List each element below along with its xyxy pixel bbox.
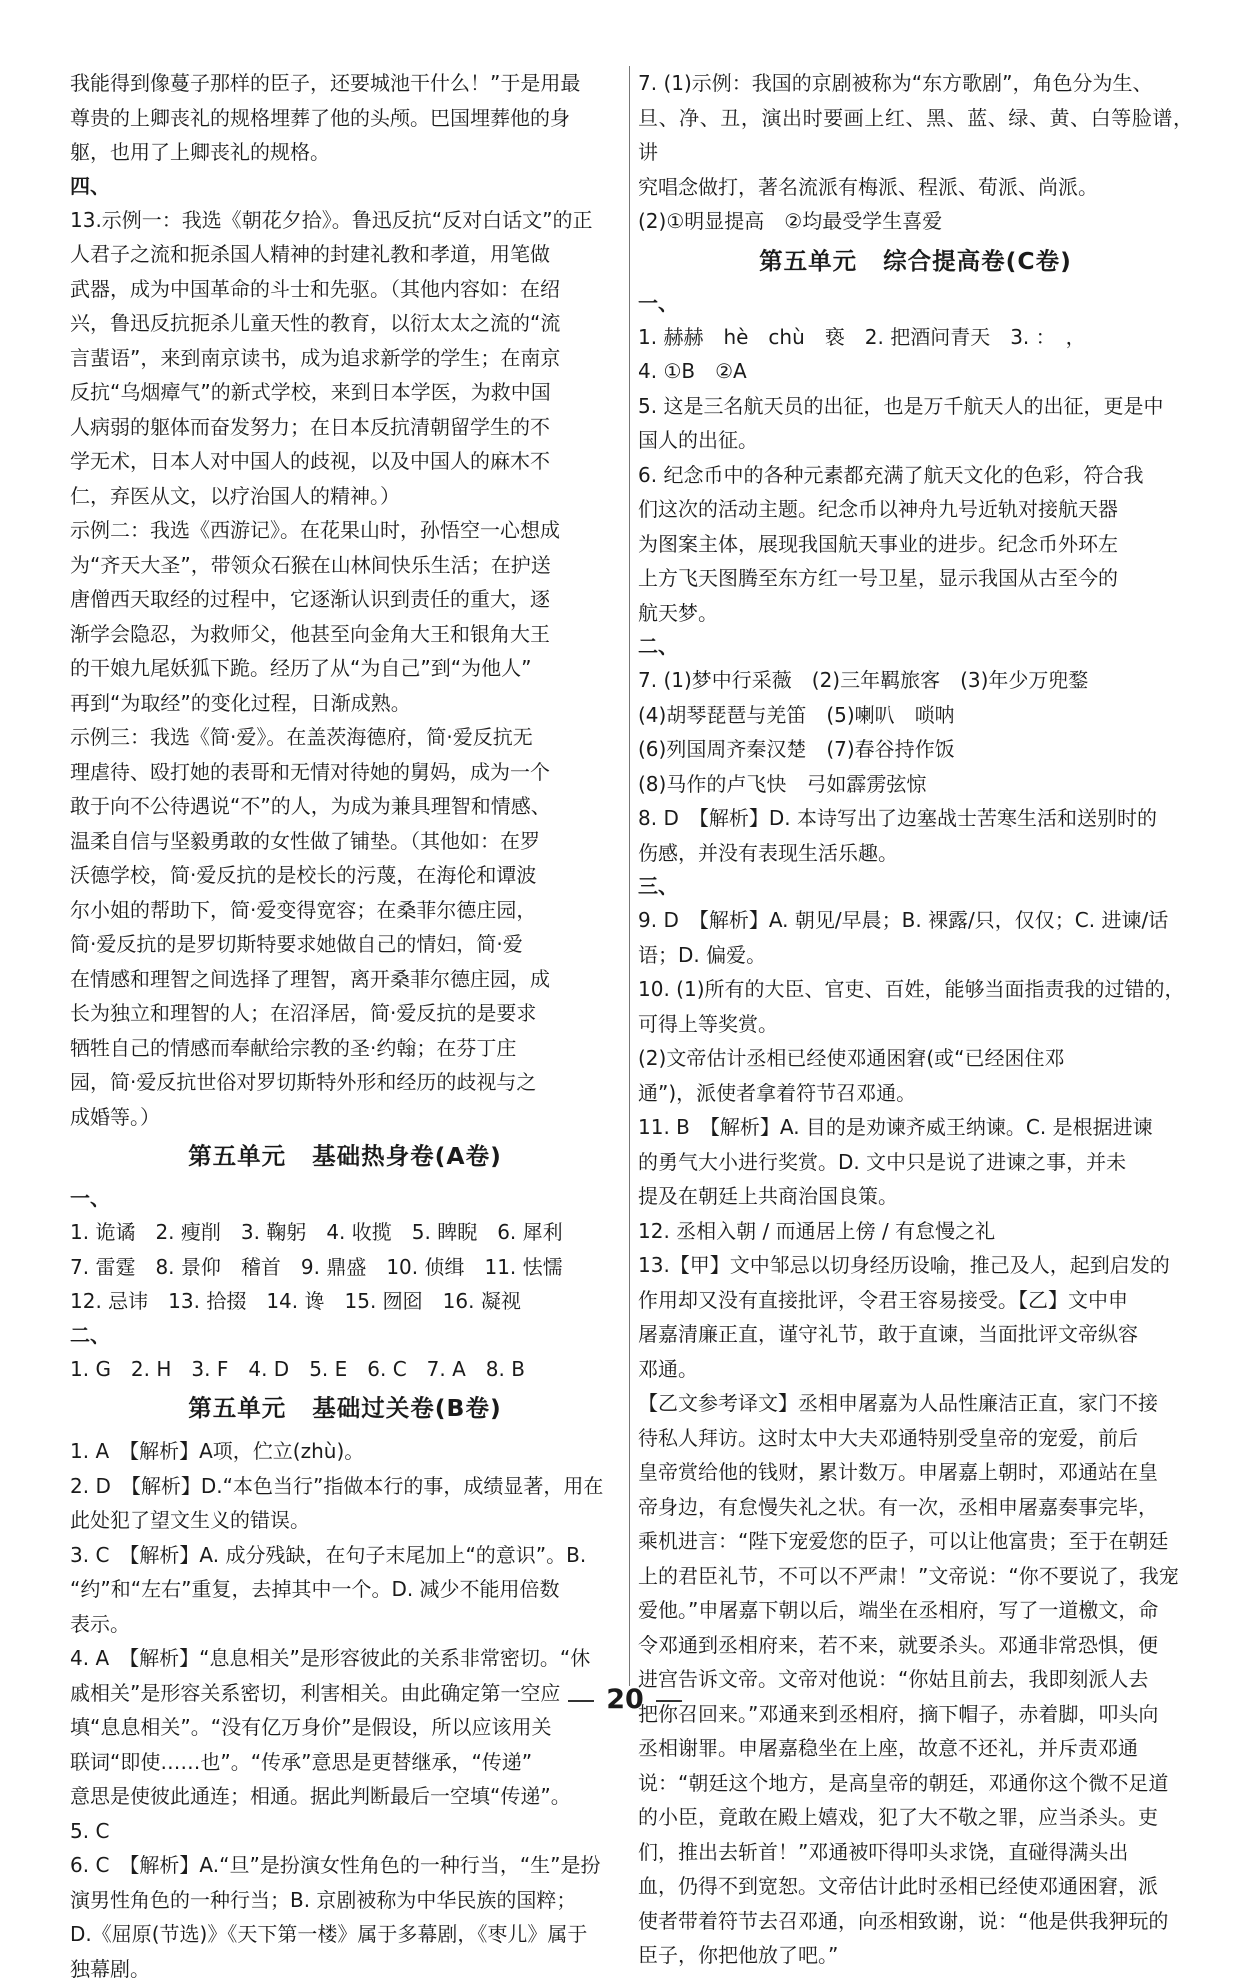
text-line: 【乙文参考译文】丞相申屠嘉为人品性廉洁正直，家门不接 [638, 1386, 1193, 1421]
text-line: 示例三：我选《简·爱》。在盖茨海德府，简·爱反抗无 [70, 720, 620, 755]
text-line: 渐学会隐忍，为救师父，他甚至向金角大王和银角大王 [70, 617, 620, 652]
text-line: 仁，弃医从文，以疗治国人的精神。） [70, 479, 620, 514]
answer-line: 可得上等奖赏。 [638, 1007, 1193, 1042]
text-line: 的小臣，竟敢在殿上嬉戏，犯了大不敬之罪，应当杀头。吏 [638, 1800, 1193, 1835]
answer-line: 究唱念做打，著名流派有梅派、程派、荀派、尚派。 [638, 170, 1193, 205]
text-line: 13.示例一：我选《朝花夕拾》。鲁迅反抗“反对白话文”的正 [70, 203, 620, 238]
unit-c-part3-answers [638, 903, 1193, 1386]
column-divider [629, 66, 630, 1686]
answer-line: 上方飞天图腾至东方红一号卫星，显示我国从古至今的 [638, 561, 1193, 596]
answer-line: 航天梦。 [638, 596, 1193, 631]
answer-line: 6. C 【解析】A.“旦”是扮演女性角色的一种行当，“生”是扮 [70, 1848, 620, 1883]
answer-line: (2)文帝估计丞相已经使邓通困窘(或“已经困住邓 [638, 1041, 1193, 1076]
unit-b-title-text: 基础过关卷(B卷) [312, 1394, 501, 1422]
answer-line: 5. C [70, 1814, 620, 1849]
answer-line: 旦、净、丑，演出时要画上红、黑、蓝、绿、黄、白等脸谱，讲 [638, 101, 1193, 170]
answer-line: 提及在朝廷上共商治国良策。 [638, 1179, 1193, 1214]
text-line: 在情感和理智之间选择了理智，离开桑菲尔德庄园，成 [70, 962, 620, 997]
answer-line: (6)列国周齐秦汉楚 (7)春谷持作饭 [638, 732, 1193, 767]
unit-c-unit-label: 第五单元 [759, 247, 857, 275]
unit-c-part1-answers [638, 320, 1193, 631]
unit-c-part2-heading: 二、 [638, 630, 1193, 663]
unit-c-part2-answers [638, 663, 1193, 870]
text-line: 唐僧西天取经的过程中，它逐渐认识到责任的重大，逐 [70, 582, 620, 617]
answer-line: 3. C 【解析】A. 成分残缺，在句子末尾加上“的意识”。B. [70, 1538, 620, 1573]
text-line: 学无术，日本人对中国人的歧视，以及中国人的麻木不 [70, 444, 620, 479]
text-line: 理虐待、殴打她的表哥和无情对待她的舅妈，成为一个 [70, 755, 620, 790]
answer-line: 6. 纪念币中的各种元素都充满了航天文化的色彩，符合我 [638, 458, 1193, 493]
text-line: 躯，也用了上卿丧礼的规格。 [70, 135, 620, 170]
unit-c-part1-heading: 一、 [638, 287, 1193, 320]
answer-line: 11. B 【解析】A. 目的是劝谏齐威王纳谏。C. 是根据进谏 [638, 1110, 1193, 1145]
answer-line: 伤感，并没有表现生活乐趣。 [638, 836, 1193, 871]
answer-line: 9. D 【解析】A. 朝见/早晨；B. 裸露/只，仅仅；C. 进谏/话 [638, 903, 1193, 938]
intro-paragraph [70, 66, 620, 170]
unit-a-title-text: 基础热身卷(A卷) [312, 1142, 502, 1170]
text-line: 尊贵的上卿丧礼的规格埋葬了他的头颅。巴国埋葬他的身 [70, 101, 620, 136]
text-line: 反抗“乌烟瘴气”的新式学校，来到日本学医，为救中国 [70, 375, 620, 410]
unit-b-unit-label: 第五单元 [188, 1394, 286, 1422]
text-line: 丞相谢罪。申屠嘉稳坐在上座，故意不还礼，并斥责邓通 [638, 1731, 1193, 1766]
unit-a-title [70, 1138, 620, 1174]
answer-line: 表示。 [70, 1607, 620, 1642]
unit-b-title [70, 1390, 620, 1426]
unit-a-part1-answers [70, 1215, 620, 1319]
answer-line: (8)马作的卢飞快 弓如霹雳弦惊 [638, 767, 1193, 802]
answer-line: “约”和“左右”重复，去掉其中一个。D. 减少不能用倍数 [70, 1572, 620, 1607]
text-line: 示例二：我选《西游记》。在花果山时，孙悟空一心想成 [70, 513, 620, 548]
answer-line: 屠嘉清廉正直，谨守礼节，敢于直谏，当面批评文帝纵容 [638, 1317, 1193, 1352]
text-line: 武器，成为中国革命的斗士和先驱。（其他内容如：在绍 [70, 272, 620, 307]
text-line: 令邓通到丞相府来，若不来，就要杀头。邓通非常恐惧，便 [638, 1628, 1193, 1663]
text-line: 简·爱反抗的是罗切斯特要求她做自己的情妇，简·爱 [70, 927, 620, 962]
text-line: 的干娘九尾妖狐下跪。经历了从“为自己”到“为他人” [70, 651, 620, 686]
text-line: 上的君臣礼节，不可以不严肃！”文帝说：“你不要说了，我宠 [638, 1559, 1193, 1594]
page-number-footer [0, 1684, 1250, 1715]
unit-c-title [638, 243, 1193, 279]
unit-c-title-text: 综合提高卷(C卷) [883, 247, 1072, 275]
answer-line: 1. 诡谲 2. 瘦削 3. 鞠躬 4. 收揽 5. 睥睨 6. 犀利 [70, 1215, 620, 1250]
answer-line: 4. A 【解析】“息息相关”是形容彼此的关系非常密切。“休 [70, 1641, 620, 1676]
text-line: 人病弱的躯体而奋发努力；在日本反抗清朝留学生的不 [70, 410, 620, 445]
text-line: 使者带着符节去召邓通，向丞相致谢，说：“他是供我狎玩的 [638, 1904, 1193, 1939]
answer-line: 填“息息相关”。“没有亿万身价”是假设，所以应该用关 [70, 1710, 620, 1745]
answer-line: 的勇气大小进行奖赏。D. 文中只是说了进谏之事，并未 [638, 1145, 1193, 1180]
answer-line: 10. (1)所有的大臣、官吏、百姓，能够当面指责我的过错的， [638, 972, 1193, 1007]
answer-line: 2. D 【解析】D.“本色当行”指做本行的事，成绩显著，用在 [70, 1469, 620, 1504]
answer-line: 1. 赫赫 hè chù 亵 2. 把酒问青天 3. ： ， [638, 320, 1193, 355]
text-line: 血，仍得不到宽恕。文帝估计此时丞相已经使邓通困窘，派 [638, 1869, 1193, 1904]
text-line: 爱他。”申屠嘉下朝以后，端坐在丞相府，写了一道檄文，命 [638, 1593, 1193, 1628]
answer-line: 演男性角色的一种行当；B. 京剧被称为中华民族的国粹； [70, 1883, 620, 1918]
text-line: 我能得到像蔓子那样的臣子，还要城池干什么！”于是用最 [70, 66, 620, 101]
answer-line: 1. A 【解析】A项，伫立(zhù)。 [70, 1434, 620, 1469]
text-line: 乘机进言：“陛下宠爱您的臣子，可以让他富贵；至于在朝廷 [638, 1524, 1193, 1559]
answer-line: 国人的出征。 [638, 423, 1193, 458]
answer-line: 12. 忌讳 13. 拾掇 14. 谗 15. 囫囵 16. 凝视 [70, 1284, 620, 1319]
answer-line: 意思是使彼此通连；相通。据此判断最后一空填“传递”。 [70, 1779, 620, 1814]
text-line: 敢于向不公待遇说“不”的人，为成为兼具理智和情感、 [70, 789, 620, 824]
text-line: 待私人拜访。这时太中大夫邓通特别受皇帝的宠爱，前后 [638, 1421, 1193, 1456]
text-line: 尔小姐的帮助下，简·爱变得宽容；在桑菲尔德庄园， [70, 893, 620, 928]
answer-line: (4)胡琴琵琶与羌笛 (5)喇叭 唢呐 [638, 698, 1193, 733]
answer-line: (2)①明显提高 ②均最受学生喜爱 [638, 204, 1193, 239]
answer-line: 13.【甲】文中邹忌以切身经历设喻，推己及人，起到启发的 [638, 1248, 1193, 1283]
answer-line: 邓通。 [638, 1352, 1193, 1387]
answer-line: 12. 丞相入朝 / 而通居上傍 / 有怠慢之礼 [638, 1214, 1193, 1249]
answer-line: 此处犯了望文生义的错误。 [70, 1503, 620, 1538]
text-line: 人君子之流和扼杀国人精神的封建礼教和孝道，用笔做 [70, 237, 620, 272]
answer-line: 戚相关”是形容关系密切，利害相关。由此确定第一空应 [70, 1676, 620, 1711]
answer-line: 7. 雷霆 8. 景仰 稽首 9. 鼎盛 10. 侦缉 11. 怯懦 [70, 1250, 620, 1285]
answer-line: 5. 这是三名航天员的出征，也是万千航天人的出征，更是中 [638, 389, 1193, 424]
text-line: 言蜚语”，来到南京读书，成为追求新学的学生；在南京 [70, 341, 620, 376]
text-line: 温柔自信与坚毅勇敢的女性做了铺垫。（其他如：在罗 [70, 824, 620, 859]
text-line: 说：“朝廷这个地方，是高皇帝的朝廷，邓通你这个微不足道 [638, 1766, 1193, 1801]
answer-line: 为图案主体，展现我国航天事业的进步。纪念币外环左 [638, 527, 1193, 562]
translation-paragraph [638, 1386, 1193, 1973]
text-line: 们，推出去斩首！”邓通被吓得叩头求饶，直碰得满头出 [638, 1835, 1193, 1870]
text-line: 沃德学校，简·爱反抗的是校长的污蔑，在海伦和谭波 [70, 858, 620, 893]
answer-line: 作用却又没有直接批评，令君王容易接受。【乙】文中申 [638, 1283, 1193, 1318]
answer-line: D.《屈原(节选)》《天下第一楼》属于多幕剧，《枣儿》属于 [70, 1917, 620, 1952]
page-number: 20 [606, 1684, 644, 1715]
text-line: 皇帝赏给他的钱财，累计数万。申屠嘉上朝时，邓通站在皇 [638, 1455, 1193, 1490]
answer-line: 4. ①B ②A [638, 354, 1193, 389]
unit-a-unit-label: 第五单元 [188, 1142, 286, 1170]
answer-line: 1. G 2. H 3. F 4. D 5. E 6. C 7. A 8. B [70, 1352, 620, 1387]
text-line: 再到“为取经”的变化过程，日渐成熟。 [70, 686, 620, 721]
answer-line: 语；D. 偏爱。 [638, 938, 1193, 973]
answer-line: 8. D 【解析】D. 本诗写出了边塞战士苦寒生活和送别时的 [638, 801, 1193, 836]
answer-line: 通”)，派使者拿着符节召邓通。 [638, 1076, 1193, 1111]
text-line: 为“齐天大圣”，带领众石猴在山林间快乐生活；在护送 [70, 548, 620, 583]
text-line: 长为独立和理智的人；在沼泽居，简·爱反抗的是要求 [70, 996, 620, 1031]
text-line: 进宫告诉文帝。文帝对他说：“你姑且前去，我即刻派人去 [638, 1662, 1193, 1697]
item-7-answer [638, 66, 1193, 239]
answer-line: 7. (1)示例：我国的京剧被称为“东方歌剧”，角色分为生、 [638, 66, 1193, 101]
footer-dash-left [568, 1700, 594, 1702]
answer-line: 7. (1)梦中行采薇 (2)三年羁旅客 (3)年少万兜鍪 [638, 663, 1193, 698]
text-line: 园，简·爱反抗世俗对罗切斯特外形和经历的歧视与之 [70, 1065, 620, 1100]
unit-a-part2-answers [70, 1352, 620, 1387]
text-line: 兴，鲁迅反抗扼杀儿童天性的教育，以衍太太之流的“流 [70, 306, 620, 341]
unit-a-part2-heading: 二、 [70, 1319, 620, 1352]
item-13-answer [70, 203, 620, 1135]
text-line: 臣子，你把他放了吧。” [638, 1938, 1193, 1973]
text-line: 成婚等。） [70, 1100, 620, 1135]
footer-dash-right [656, 1700, 682, 1702]
section-four-heading: 四、 [70, 170, 620, 203]
text-line: 把你召回来。”邓通来到丞相府，摘下帽子，赤着脚，叩头向 [638, 1697, 1193, 1732]
answer-line: 们这次的活动主题。纪念币以神舟九号近轨对接航天器 [638, 492, 1193, 527]
text-line: 帝身边，有怠慢失礼之状。有一次，丞相申屠嘉奏事完毕， [638, 1490, 1193, 1525]
answer-line: 联词“即使……也”。“传承”意思是更替继承，“传递” [70, 1745, 620, 1780]
text-line: 牺牲自己的情感而奉献给宗教的圣·约翰；在芬丁庄 [70, 1031, 620, 1066]
unit-c-part3-heading: 三、 [638, 870, 1193, 903]
answer-line: 独幕剧。 [70, 1952, 620, 1986]
unit-a-part1-heading: 一、 [70, 1182, 620, 1215]
